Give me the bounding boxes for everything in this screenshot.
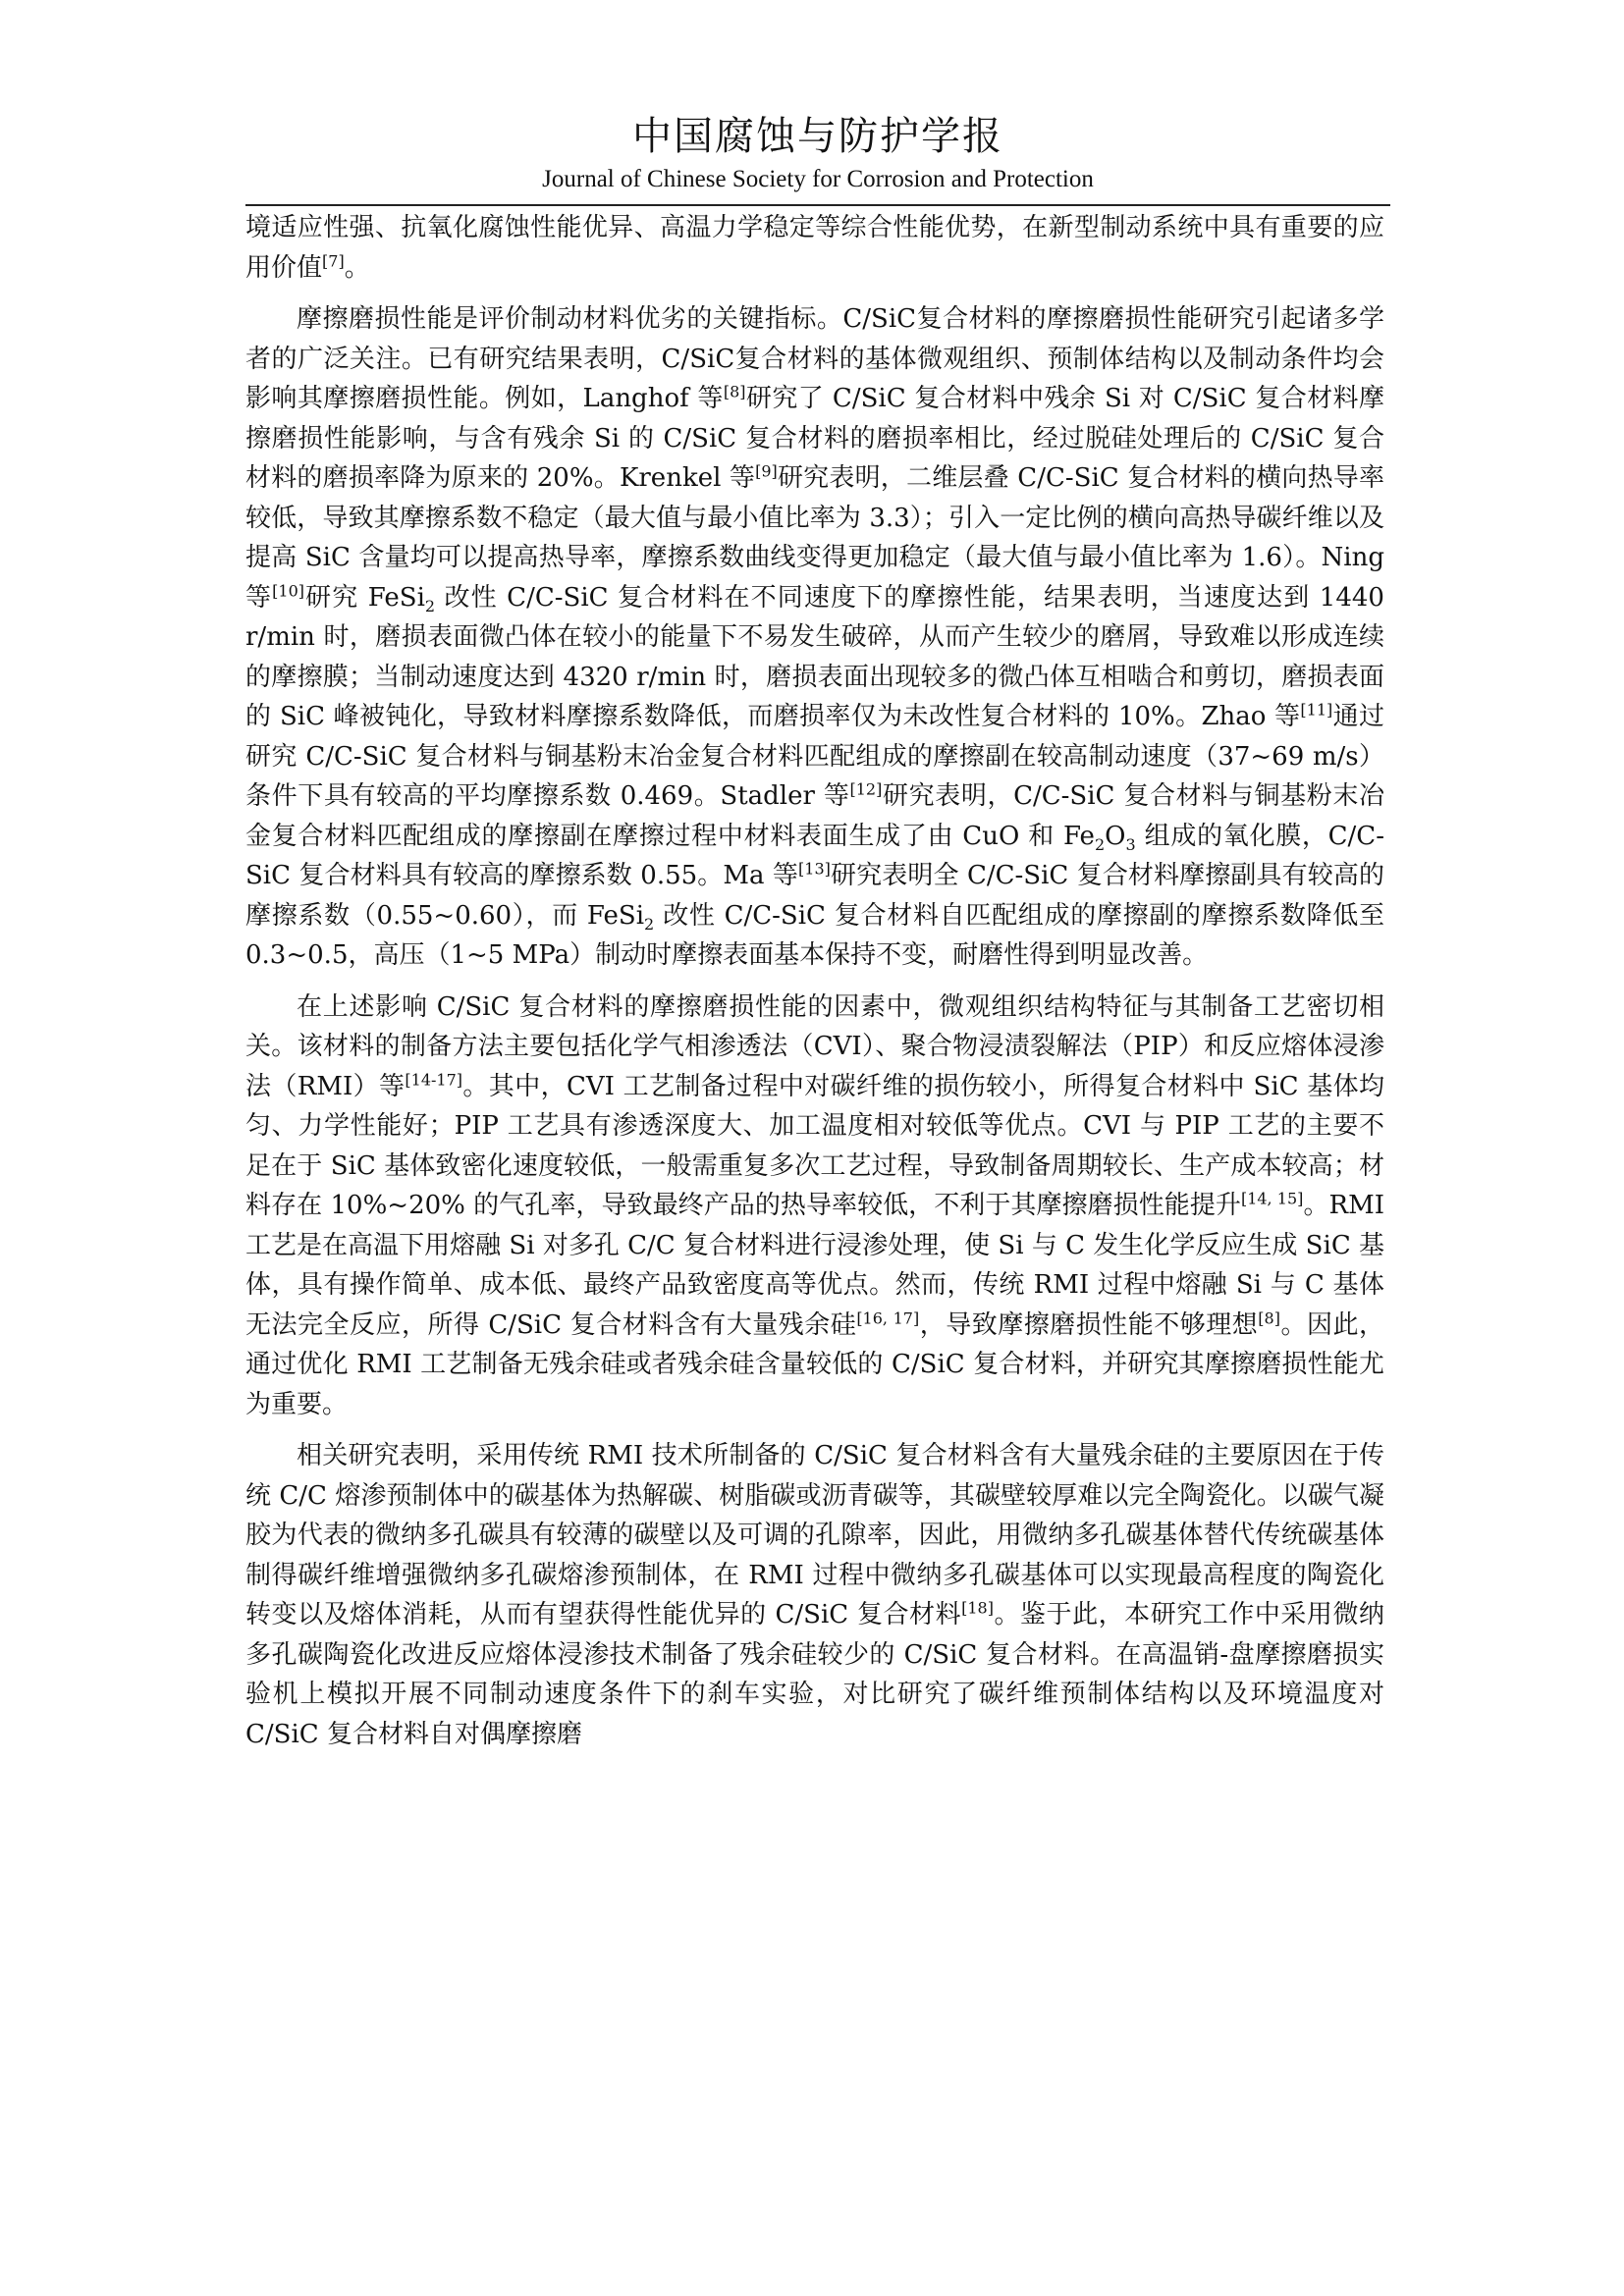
text: ，导致摩擦磨损性能不够理想 xyxy=(919,1309,1259,1340)
text: 摩擦磨损性能是评价制动材料优劣的关键指标。C/SiC复合材料的摩擦磨损性能研究引起诸多学者的广泛关注。已有研究结果表明，C/SiC复合材料的基体微观组织、预制体结构以及制动条件均会影响其摩擦磨损性能。例如，Langhof 等 xyxy=(245,304,1384,413)
subscript: 2 xyxy=(644,914,655,934)
article-body xyxy=(245,208,1384,1766)
journal-title-cn: 中国腐蚀与防护学报 xyxy=(632,114,1003,159)
citation: [16, 17] xyxy=(856,1308,920,1327)
text: 组成的氧化膜，C/C-SiC 复合材料具有较高的摩擦系数 0.55。Ma 等 xyxy=(245,821,1384,890)
subscript: 2 xyxy=(424,596,436,615)
text: 境适应性强、抗氧化腐蚀性能优异、高温力学稳定等综合性能优势，在新型制动系统中具有重要的应用价值 xyxy=(245,213,1384,283)
text: 通过研究 C/C-SiC 复合材料与铜基粉末冶金复合材料匹配组成的摩擦副在较高制动速度（37~69 m/s）条件下具有较高的平均摩擦系数 0.469。Stadler 等 xyxy=(245,702,1384,811)
paragraph-1 xyxy=(245,208,1384,288)
text: 研究表明，C/C-SiC 复合材料与铜基粉末冶金复合材料匹配组成的摩擦副在摩擦过程中材料表面生成了由 CuO 和 Fe xyxy=(245,781,1385,851)
citation: [14-17] xyxy=(405,1069,463,1089)
text: O xyxy=(1105,821,1126,851)
citation: [8] xyxy=(723,382,746,401)
text: 改性 C/C-SiC 复合材料自匹配组成的摩擦副的摩擦系数降低至 0.3~0.5，高压（1~5 MPa）制动时摩擦表面基本保持不变，耐磨性得到明显改善。 xyxy=(245,900,1384,970)
journal-header xyxy=(245,110,1390,196)
text: 研究 FeSi xyxy=(303,582,425,613)
text: 研究了 C/SiC 复合材料中残余 Si 对 C/SiC 复合材料摩擦磨损性能影响，与含有残余 Si 的 C/SiC 复合材料的磨损率相比，经过脱硅处理后的 C/SiC 复合材料的磨损率降为原来的 20%。Krenkel 等 xyxy=(245,384,1384,493)
citation: [11] xyxy=(1300,700,1333,720)
text: 研究表明全 C/C-SiC 复合材料摩擦副具有较高的摩擦系数（0.55~0.60），而 FeSi xyxy=(245,861,1384,931)
citation: [8] xyxy=(1258,1308,1280,1327)
text: 。 xyxy=(344,252,370,283)
text: 研究表明，二维层叠 C/C-SiC 复合材料的横向热导率较低，导致其摩擦系数不稳定（最大值与最小值比率为 3.3）；引入一定比例的横向高热导碳纤维以及提高 SiC 含量均可以提高热导率，摩擦系数曲线变得更加稳定（最大值与最小值比率为 1.6）。Ning 等 xyxy=(245,463,1384,613)
paragraph-4 xyxy=(245,1436,1384,1754)
header-rule xyxy=(245,204,1390,206)
text: 改性 C/C-SiC 复合材料在不同速度下的摩擦性能，结果表明，当速度达到 1440 r/min 时，磨损表面微凸体在较小的能量下不易发生破碎，从而产生较少的磨屑，导致难以形成连续的摩擦膜；当制动速度达到 4320 r/min 时，磨损表面出现较多的微凸体互相啮合和剪切，磨损表面的 SiC 峰被钝化，导致材料摩擦系数降低，而磨损率仅为未改性复合材料的 10%。Zhao 等 xyxy=(245,582,1384,731)
citation: [10] xyxy=(272,580,304,600)
text: 。其中，CVI 工艺制备过程中对碳纤维的损伤较小，所得复合材料中 SiC 基体均匀、力学性能好；PIP 工艺具有渗透深度大、加工温度相对较低等优点。CVI 与 PIP 工艺的主要不足在于 SiC 基体致密化速度较低，一般需重复多次工艺过程，导致制备周期较长、生产成本较高；材料存在 10%~20% 的气孔率，导致最终产品的热导率较低，不利于其摩擦磨损性能提升 xyxy=(245,1071,1384,1220)
paragraph-2 xyxy=(245,299,1384,976)
text: 。因此，通过优化 RMI 工艺制备无残余硅或者残余硅含量较低的 C/SiC 复合材料，并研究其摩擦磨损性能尤为重要。 xyxy=(245,1309,1384,1419)
text: 。RMI 工艺是在高温下用熔融 Si 对多孔 C/C 复合材料进行浸渗处理，使 Si 与 C 发生化学反应生成 SiC 基体，具有操作简单、成本低、最终产品致密度高等优点。然而，传统 RMI 过程中熔融 Si 与 C 基体无法完全反应，所得 C/SiC 复合材料含有大量残余硅 xyxy=(245,1191,1384,1340)
citation: [12] xyxy=(849,779,883,799)
paragraph-3 xyxy=(245,988,1384,1425)
subscript: 3 xyxy=(1125,834,1136,854)
subscript: 2 xyxy=(1094,834,1106,854)
citation: [18] xyxy=(961,1598,994,1618)
citation: [13] xyxy=(798,859,831,879)
citation: [7] xyxy=(322,250,345,270)
citation: [9] xyxy=(755,461,778,481)
text: 相关研究表明，采用传统 RMI 技术所制备的 C/SiC 复合材料含有大量残余硅的主要原因在于传统 C/C 熔渗预制体中的碳基体为热解碳、树脂碳或沥青碳等，其碳壁较厚难以完全陶瓷化。以碳气凝胶为代表的微纳多孔碳具有较薄的碳壁以及可调的孔隙率，因此，用微纳多孔碳基体替代传统碳基体制得碳纤维增强微纳多孔碳熔渗预制体，在 RMI 过程中微纳多孔碳基体可以实现最高程度的陶瓷化转变以及熔体消耗，从而有望获得性能优异的 C/SiC 复合材料 xyxy=(245,1441,1384,1629)
citation: [14, 15] xyxy=(1240,1189,1304,1208)
journal-title-en: Journal of Chinese Society for Corrosion and Protection xyxy=(542,166,1094,192)
text: 。鉴于此，本研究工作中采用微纳多孔碳陶瓷化改进反应熔体浸渗技术制备了残余硅较少的 C/SiC 复合材料。在高温销-盘摩擦磨损实验机上模拟开展不同制动速度条件下的刹车实验，对比研究了碳纤维预制体结构以及环境温度对 C/SiC 复合材料自对偶摩擦磨 xyxy=(245,1600,1384,1749)
text: 在上述影响 C/SiC 复合材料的摩擦磨损性能的因素中，微观组织结构特征与其制备工艺密切相关。该材料的制备方法主要包括化学气相渗透法（CVI）、聚合物浸渍裂解法（PIP）和反应熔体浸渗法（RMI）等 xyxy=(245,991,1384,1101)
